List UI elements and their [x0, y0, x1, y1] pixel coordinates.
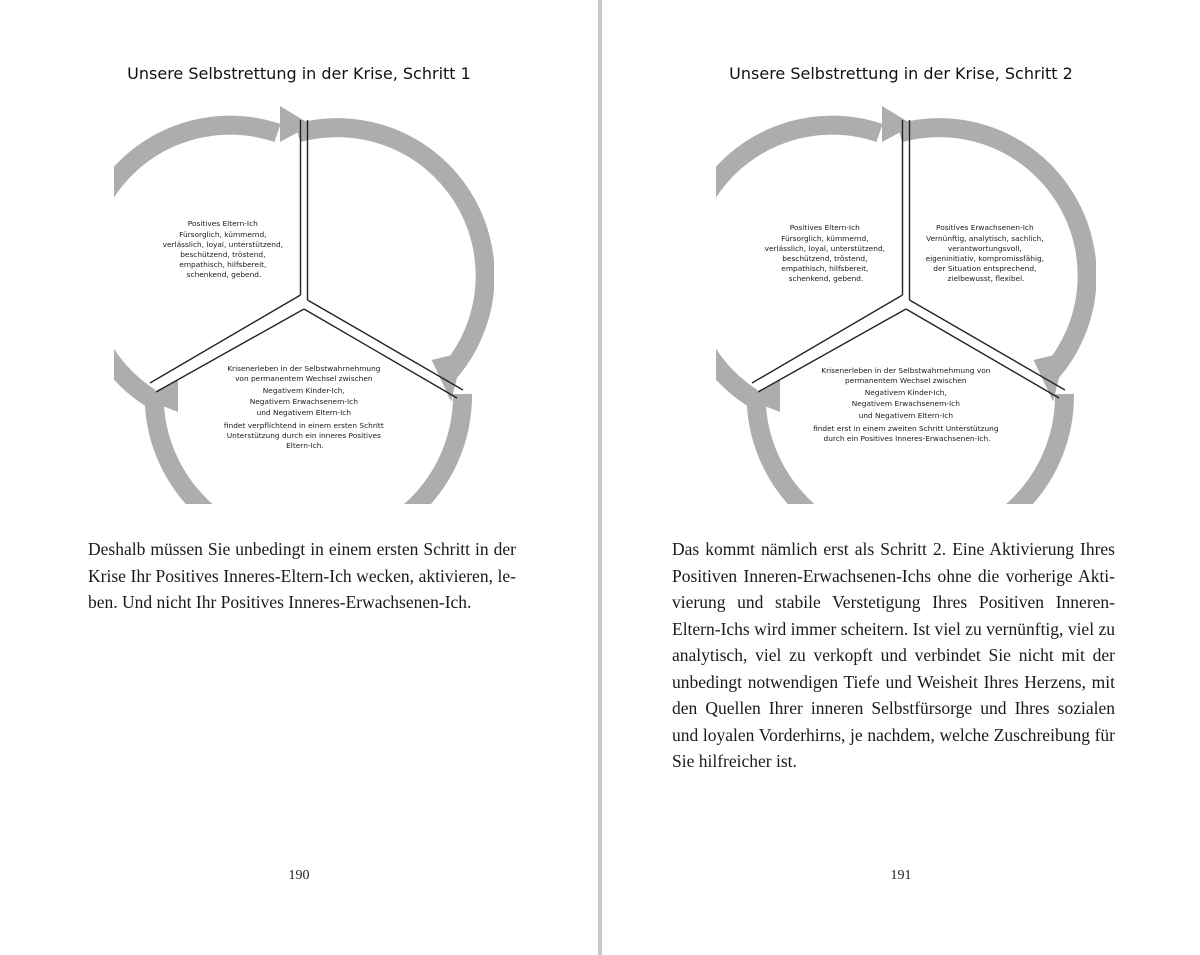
box-positives-eltern-ich: Positives Eltern-Ich Fürsorglich, kümmernd, verlässlich, loyal, unterstützend, beschützend, tröstend, empathisch, hilfsbereit, schenkend, gebend.: [162, 219, 283, 279]
box-positives-erwachsenen-ich: Positives Erwachsenen-Ich Vernünftig, analytisch, sachlich, verantwortungsvoll, eigeninitiativ, kompromissfähig, der Situation entsprechend, zielbewusst, flexibel.: [925, 223, 1045, 283]
body-paragraph: Das kommt nämlich erst als Schritt 2. Eine Aktivierung Ihres Positiven Inneren-Erwachsenen-Ichs ohne die vorherige Aktivierung und stabile Verstetigung Ihres Positiven Inneren-Eltern-Ichs wird immer scheitern. Ist viel zu vernünftig, viel zu analytisch, viel zu verkopft und verbindet Sie nicht mit der unbedingt notwendigen Tiefe und Weisheit Ihres Herzens, mit den Quellen Ihrer inneren Selbstfürsorge und Ihres sozialen und loyalen Vorderhirns, je nachdem, welche Zuschreibung für Sie hilfreicher ist.: [672, 539, 1115, 771]
selbstrettung-diagram-step-1: [114, 104, 494, 504]
page-left: [0, 0, 598, 955]
selbstrettung-diagram-step-2: [716, 104, 1096, 504]
figure-title: Unsere Selbstrettung in der Krise, Schritt 2: [729, 64, 1073, 83]
box-krisenerleben: Krisenerleben in der Selbstwahrnehmung von permanentem Wechsel zwischen Negativem Kinder-Ich, Negativem Erwachsenem-Ich und Negativem Eltern-Ich findet erst in einem zweiten Schritt Unterstützung durch ein Positives Inneres-Erwachsenen-Ich.: [813, 366, 999, 443]
page-right: [602, 0, 1200, 955]
page-number: 190: [288, 868, 310, 883]
figure-title: Unsere Selbstrettung in der Krise, Schritt 1: [127, 64, 471, 83]
box-positives-eltern-ich: Positives Eltern-Ich Fürsorglich, kümmernd, verlässlich, loyal, unterstützend, beschützend, tröstend, empathisch, hilfsbereit, schenkend, gebend.: [764, 223, 885, 283]
box-krisenerleben: Krisenerleben in der Selbstwahrnehmung von permanentem Wechsel zwischen Negativem Kinder-Ich, Negativem Erwachsenem-Ich und Negativem Eltern-Ich findet verpflichtend in einem ersten Schritt Unterstützung durch ein inneres Positives Eltern-Ich.: [223, 364, 384, 450]
body-paragraph: Deshalb müssen Sie unbedingt in einem ersten Schritt in der Krise Ihr Positives Inneres-Eltern-Ich wecken, aktivieren, leben. Und nicht Ihr Positives Inneres-Erwachsenen-Ich.: [88, 539, 516, 612]
segment-dividers: [150, 120, 463, 398]
page-number: 191: [890, 868, 912, 883]
arrow-ring: [716, 106, 1087, 504]
